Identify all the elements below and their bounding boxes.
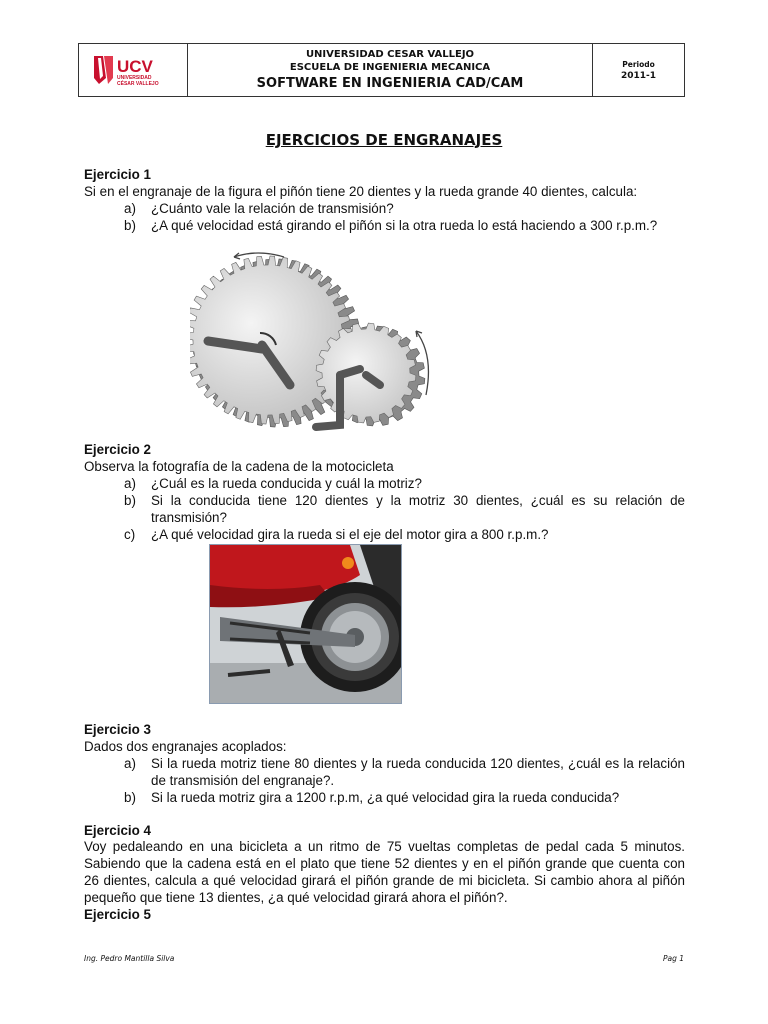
period-value: 2011-1 [620,70,657,81]
ex1-intro: Si en el engranaje de la figura el piñón tiene 20 dientes y la rueda grande 40 dientes, calcula: [84,184,638,199]
ex2-item-a-text: ¿Cuál es la rueda conducida y cuál la motriz? [151,476,422,491]
ex3-item-b-letter: b) [124,790,136,805]
ex1-item-b-letter: b) [124,218,136,233]
period-label: Periodo [622,59,655,69]
ex2-item-c-text: ¿A qué velocidad gira la rueda si el eje del motor gira a 800 r.p.m.? [151,527,549,542]
course-name: SOFTWARE EN INGENIERIA CAD/CAM [256,76,524,91]
gears-illustration [190,245,440,435]
school-name: ESCUELA DE INGENIERIA MECANICA [289,62,491,73]
header-table [78,43,685,97]
logo-sub2: CÉSAR VALLEJO [117,81,159,87]
ucv-logo [79,44,188,96]
ex2-intro: Observa la fotografía de la cadena de la motocicleta [84,459,394,474]
ex3-intro: Dados dos engranajes acoplados: [84,739,287,754]
ex3-item-a-text: Si la rueda motriz tiene 80 dientes y la rueda conducida 120 dientes, ¿cuál es la relación de transmisión del engranaje?. [151,756,685,788]
footer-page: Pag 1 [662,954,684,963]
footer-author: Ing. Pedro Mantilla Silva [84,954,175,963]
ex4-heading: Ejercicio 4 [84,823,151,838]
ex1-item-a [124,200,685,217]
ex5-heading: Ejercicio 5 [84,907,151,922]
ucv-logo-mark [91,52,175,88]
ex1-item-a-text: ¿Cuánto vale la relación de transmisión? [151,201,394,216]
ex1-item-a-letter: a) [124,201,136,216]
ex1-heading: Ejercicio 1 [84,167,151,182]
ex2-item-a-letter: a) [124,476,136,491]
motorcycle-photo [209,544,402,704]
ex1-item-b-text: ¿A qué velocidad está girando el piñón si la otra rueda lo está haciendo a 300 r.p.m.? [151,218,658,233]
ex1-item-b [124,217,685,234]
ex2-item-c-letter: c) [124,527,136,542]
ex3-item-a-letter: a) [124,756,136,771]
logo-sub1: UNIVERSIDAD [117,75,152,81]
ex3-item-b-text: Si la rueda motriz gira a 1200 r.p.m, ¿a qué velocidad gira la rueda conducida? [151,790,620,805]
ex4-text: Voy pedaleando en una bicicleta a un ritmo de 75 vueltas completas de pedal cada 5 minutos. Sabiendo que la cadena está en el plato que tiene 52 dientes y en el piñón grande que cuenta con 26 dientes, calcula a qué velocidad girará el piñón grande de mi bicicleta. Si cambio ahora al piñón pequeño que tiene 13 dientes, ¿a qué velocidad girará ahora el piñón?. [84,839,685,905]
ex2-item-b-text: Si la conducida tiene 120 dientes y la motriz 30 dientes, ¿cuál es su relación de transmisión? [151,493,685,525]
ex3-item-a [124,755,685,789]
ex2-item-b [124,492,685,526]
page-title: EJERCICIOS DE ENGRANAJES [265,131,503,149]
ex3-item-b [124,789,685,806]
ex2-item-a [124,475,685,492]
ex3-heading: Ejercicio 3 [84,722,151,737]
ex2-item-c [124,526,685,543]
logo-text: UCV [117,57,153,76]
university-name: UNIVERSIDAD CESAR VALLEJO [305,49,475,60]
header-center [188,44,593,96]
ex2-heading: Ejercicio 2 [84,442,151,457]
period-cell [593,44,684,96]
ex2-item-b-letter: b) [124,493,136,508]
